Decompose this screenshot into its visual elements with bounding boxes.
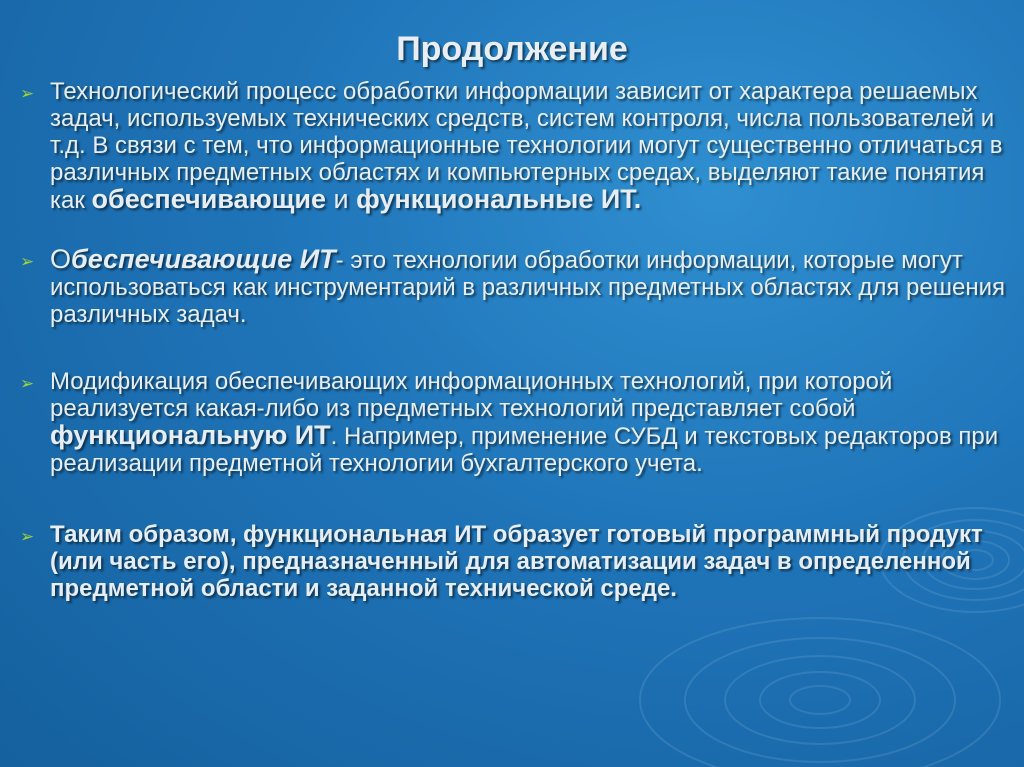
bullet-4-text: Таким образом, функциональная ИТ образует готовый программный продукт (или часть его), предназначенный для автоматизации задач в определенной предметной области и заданной технической среде. [50, 521, 983, 602]
arrow-bullet-icon: ➢ [20, 252, 35, 271]
slide-title: Продолжение [396, 30, 628, 68]
bullet-item [14, 368, 1014, 477]
arrow-bullet-icon: ➢ [20, 527, 35, 546]
bullet-item [14, 246, 1014, 328]
bullet-item [14, 521, 1014, 602]
arrow-bullet-icon: ➢ [20, 84, 35, 103]
bullet-3-emphasis: функциональную ИТ [50, 420, 331, 450]
bullet-text [50, 78, 1014, 214]
slide-content [14, 78, 1014, 602]
bullet-2-text: - это технологии обработки информации, которые могут использоваться как инструментарий в различных предметных областях для решения различных задач. [50, 247, 1005, 328]
bullet-2-emphasis: беспечивающие ИТ [71, 244, 336, 274]
bullet-2-lead-letter: О [50, 244, 72, 274]
bullet-3-text-tail: . Например, применение СУБД и текстовых редакторов при реализации предметной технологии бухгалтерского учета. [50, 423, 999, 477]
bullet-1-emphasis-2: функциональные ИТ. [356, 184, 642, 214]
bullet-1-connector: и [326, 184, 357, 214]
bullet-3-text: Модификация обеспечивающих информационных технологий, при которой реализуется какая-либо из предметных технологий представляет собой [50, 368, 893, 422]
bullet-item [14, 78, 1014, 214]
arrow-bullet-icon: ➢ [20, 374, 35, 393]
bullet-1-emphasis-1: обеспечивающие [91, 184, 327, 214]
bullet-text [50, 368, 1014, 477]
bullet-1-text: Технологический процесс обработки информации зависит от характера решаемых задач, используемых технических средств, систем контроля, числа пользователей и т.д. В связи с тем, что информационные технологии могут существенно отличаться в различных предметных областях и компьютерных средах, выделяют такие понятия как [50, 78, 1003, 214]
bullet-text [50, 246, 1014, 328]
